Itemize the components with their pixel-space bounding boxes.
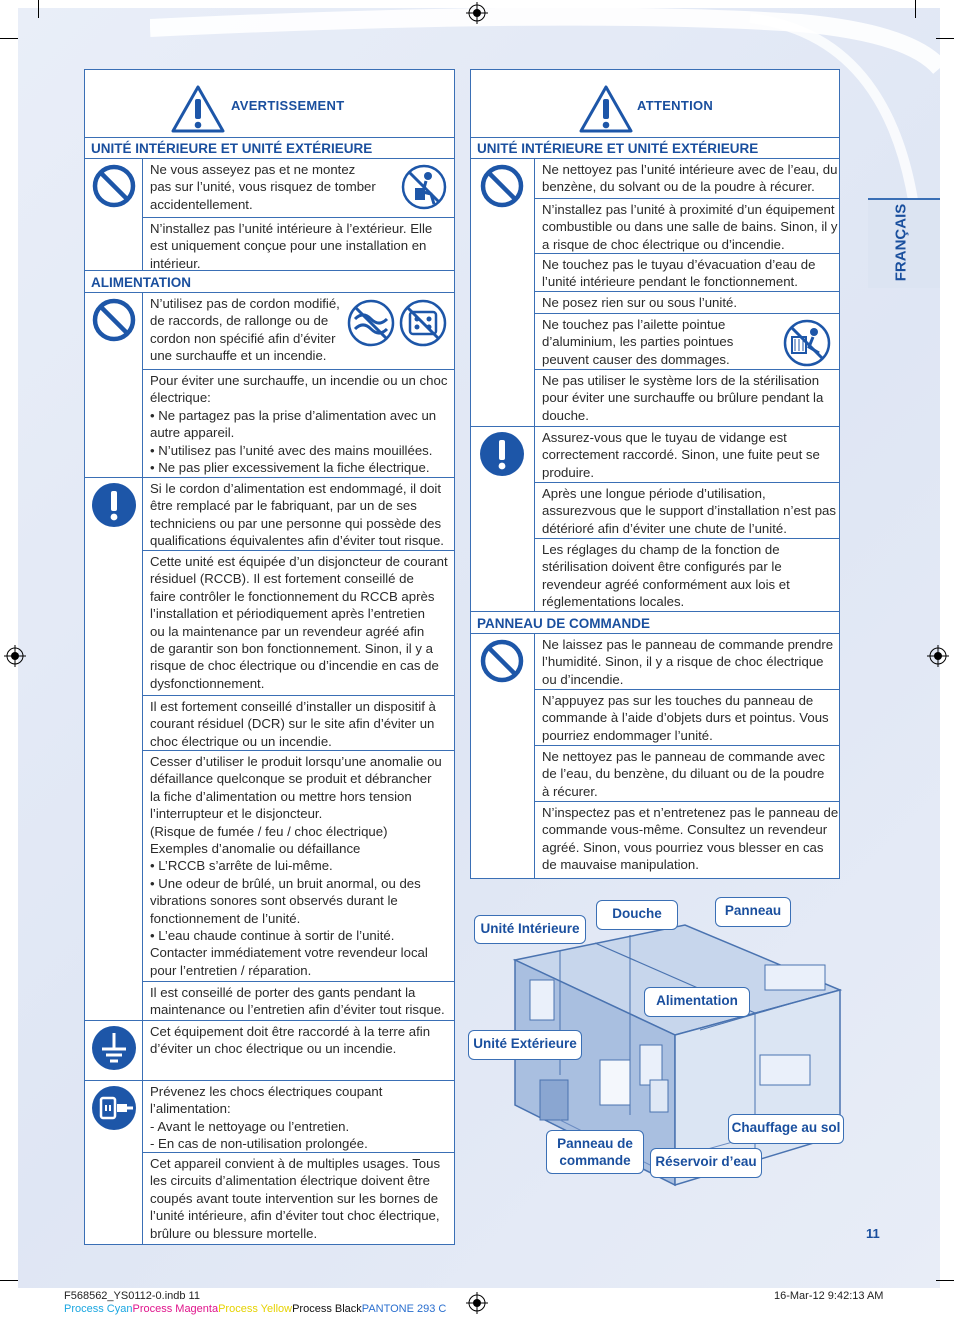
text-line: Prévenez les chocs électriques coupant: [150, 1084, 383, 1099]
diagram-label-panel: Panneau: [715, 897, 791, 927]
no-climbing-icon: [401, 164, 447, 210]
section-title: UNITÉ INTÉRIEURE ET UNITÉ EXTÉRIEURE: [471, 137, 839, 159]
caution-item: [535, 159, 839, 199]
text-line: techniciens ou par une personne qui possède des: [150, 515, 442, 531]
text-line: Ne pas utiliser le système lors de la stérilisation: [542, 373, 820, 388]
diagram-label-floor-heating: Chauffage au sol: [728, 1114, 844, 1144]
mandatory-icon: [91, 482, 137, 528]
warning-item: [143, 1021, 454, 1081]
diagram-label-indoor-unit: Unité Intérieure: [474, 915, 586, 944]
caution-item: [535, 746, 839, 802]
page-number: 11: [866, 1226, 880, 1241]
warning-item: [143, 1081, 454, 1153]
caution-item: [535, 292, 839, 314]
text-line: accidentellement.: [150, 196, 253, 212]
text-line: correctement raccordé. Sinon, une fuite peut se: [542, 447, 820, 463]
footer-filename: F568562_YS0112-0.indb 11: [64, 1290, 200, 1302]
text-line: stérilisation doivent être configurés par le: [542, 559, 782, 575]
prohibition-symbol: [85, 293, 143, 478]
text-line: Cet équipement doit être raccordé à la terre afin: [150, 1024, 431, 1039]
text-line: l’interrupteur et le disjoncteur.: [150, 806, 323, 822]
diagram-label-outdoor-unit: Unité Extérieure: [468, 1030, 582, 1060]
unplug-icon: [91, 1085, 137, 1131]
caution-column: [470, 69, 840, 879]
text-line: • L’RCCB s’arrête de lui-même.: [150, 858, 333, 874]
pantone-label: PANTONE 293 C: [361, 1303, 447, 1315]
prohibition-icon: [479, 638, 525, 684]
text-line: la fiche d’alimentation ou mettre hors tension: [150, 788, 412, 804]
text-line: Après une longue période d’utilisation,: [542, 486, 766, 501]
warning-item: [143, 1153, 454, 1244]
text-line: • Ne pas plier excessivement la fiche électrique.: [150, 460, 430, 476]
crop-mark: [0, 1280, 18, 1281]
text-line: produire.: [542, 464, 595, 480]
process-magenta-label: Process Magenta: [132, 1303, 219, 1315]
text-line: l’humidité. Sinon, il y a risque de choc électrique: [542, 654, 824, 670]
text-line: Il est fortement conseillé d’installer un dispositif à: [150, 699, 436, 714]
text-line: commande vous-même. Consultez un revendeur: [542, 822, 828, 838]
text-line: réglementations locales.: [542, 594, 685, 610]
text-line: électrique:: [150, 390, 211, 406]
crop-mark: [915, 0, 916, 18]
text-line: (Risque de fumée / feu / choc électrique): [150, 823, 388, 839]
text-line: Ne posez rien sur ou sous l’unité.: [542, 295, 737, 310]
text-line: - Avant le nettoyage ou l’entretien.: [150, 1118, 350, 1134]
text-line: Assurez-vous que le tuyau de vidange est: [542, 430, 787, 445]
text-line: revendeur agréé conformément aux lois et: [542, 576, 790, 592]
text-line: assurezvous que le support d’installation n’est pas: [542, 503, 836, 519]
text-line: être remplacé par le fabriquant, par un de ses: [150, 498, 417, 514]
text-line: Ne touchez pas le tuyau d’évacuation d’eau de: [542, 257, 816, 272]
text-line: coupés avant toute intervention sur les bornes de: [150, 1190, 439, 1206]
text-line: choc électrique ou un incendie.: [150, 733, 332, 749]
warning-triangle-icon: [171, 85, 225, 133]
text-line: résiduel (RCCB). Il est fortement conseillé de: [150, 571, 414, 587]
caution-title: ATTENTION: [637, 98, 714, 113]
caution-item: [535, 427, 839, 483]
registration-mark-icon: [466, 2, 488, 24]
text-line: de l’eau, du benzène, du diluant ou de la poudre: [542, 766, 825, 782]
earth-symbol: [85, 1021, 143, 1081]
text-line: Ne touchez pas l’ailette pointue: [542, 317, 726, 332]
prohibition-symbol: [85, 159, 143, 271]
text-line: de garantir son bon fonctionnement. Sinon, il y a: [150, 641, 433, 657]
text-line: Ne laissez pas le panneau de commande prendre: [542, 637, 834, 652]
text-line: a risque de choc électrique ou d’incendie.: [542, 236, 785, 252]
text-line: • Une odeur de brûlé, un bruit anormal, ou des: [150, 875, 421, 891]
mandatory-symbol: [471, 427, 535, 612]
prohibition-icon: [479, 163, 525, 209]
text-line: pas sur l’unité, vous risquez de tomber: [150, 179, 376, 195]
text-line: fonctionnement de l’unité.: [150, 910, 301, 926]
caution-item: [535, 199, 839, 254]
text-line: Contacter immédiatement votre revendeur local: [150, 945, 428, 961]
no-touch-fin-icon: [783, 319, 831, 367]
warning-title: AVERTISSEMENT: [231, 98, 345, 113]
text-line: de raccords, de rallonge ou de: [150, 313, 329, 329]
mandatory-symbol: [85, 478, 143, 1021]
mandatory-icon: [479, 431, 525, 477]
section-title: UNITÉ INTÉRIEURE ET UNITÉ EXTÉRIEURE: [85, 137, 454, 159]
text-line: l’unité intérieure, afin d’éviter tout choc électrique,: [150, 1208, 440, 1224]
caution-header: [471, 70, 839, 138]
ground-icon: [91, 1025, 137, 1071]
caution-item: [535, 483, 839, 539]
text-line: les circuits d’alimentation électrique doivent être: [150, 1173, 431, 1189]
warning-item: [143, 370, 454, 478]
warning-item: [143, 696, 454, 751]
text-line: Ne nettoyez pas l’unité intérieure avec de l’eau, du: [542, 162, 838, 177]
caution-item: [535, 254, 839, 292]
text-line: • L’eau chaude continue à sortir de l’unité.: [150, 928, 395, 944]
prohibition-icon: [91, 297, 137, 343]
diagram-label-water-tank: Réservoir d’eau: [650, 1148, 762, 1178]
text-line: courant résiduel (DCR) sur le site afin d’éviter un: [150, 716, 435, 732]
warning-triangle-icon: [579, 85, 633, 133]
prohibition-symbol: [471, 634, 535, 878]
section-title: PANNEAU DE COMMANDE: [471, 612, 839, 634]
process-black-label: Process Black: [292, 1303, 362, 1315]
text-line: maintenance ou l’entretien afin d’éviter tout risque.: [150, 1002, 445, 1018]
language-tab: [868, 198, 940, 288]
text-line: détérioré afin d’éviter une chute de l’unité.: [542, 520, 787, 536]
text-line: N’inspectez pas et n’entretenez pas le panneau de: [542, 805, 839, 820]
language-label: FRANÇAIS: [892, 203, 910, 282]
text-line: Ne nettoyez pas le panneau de commande avec: [542, 749, 825, 764]
text-line: pour éviter une surchauffe ou brûlure pendant la: [542, 390, 824, 406]
prohibition-icon: [91, 163, 137, 209]
text-line: Cet appareil convient à de multiples usages. Tous: [150, 1156, 441, 1171]
text-line: l’unité intérieure pendant le fonctionnement.: [542, 274, 798, 290]
text-line: autre appareil.: [150, 425, 235, 441]
text-line: d’éviter un choc électrique ou un incendie.: [150, 1041, 397, 1057]
text-line: l’alimentation:: [150, 1101, 231, 1117]
diagram-label-shower: Douche: [596, 900, 678, 930]
text-line: • N’utilisez pas l’unité avec des mains mouillées.: [150, 442, 433, 458]
caution-item: [535, 634, 839, 690]
caution-item: [535, 690, 839, 746]
text-line: pourriez endommager l’unité.: [542, 727, 713, 743]
warning-header: [85, 70, 454, 138]
warning-item: [143, 551, 454, 696]
crop-mark: [936, 1280, 954, 1281]
text-line: Il est conseillé de porter des gants pendant la: [150, 985, 416, 1000]
text-line: intérieur.: [150, 255, 201, 271]
process-cyan-label: Process Cyan: [64, 1303, 133, 1315]
text-line: faire contrôler le fonctionnement du RCCB après: [150, 588, 435, 604]
section-title: ALIMENTATION: [85, 271, 454, 293]
warning-item: [143, 982, 454, 1021]
warning-column: [84, 69, 455, 1245]
text-line: dysfonctionnement.: [150, 675, 265, 691]
registration-mark-icon: [4, 645, 26, 667]
process-yellow-label: Process Yellow: [218, 1303, 293, 1315]
text-line: commande à l’aide d’objets durs et pointus. Vous: [542, 710, 829, 726]
text-line: • Ne partagez pas la prise d’alimentation avec un: [150, 407, 437, 423]
text-line: Cette unité est équipée d’un disjoncteur de courant: [150, 554, 448, 569]
text-line: agréé. Sinon, vous pourriez vous blesser en cas: [542, 839, 824, 855]
text-line: Pour éviter une surchauffe, un incendie ou un choc: [150, 373, 448, 388]
caution-item: [535, 802, 839, 878]
text-line: ou la maintenance par un revendeur agréé afin: [150, 623, 425, 639]
crop-mark: [936, 38, 954, 39]
crop-mark: [0, 38, 18, 39]
crop-mark: [38, 0, 39, 18]
warning-item: [143, 478, 454, 551]
registration-mark-icon: [927, 645, 949, 667]
text-line: N’installez pas l’unité à proximité d’un équipement: [542, 202, 835, 217]
text-line: vibrations sonores sont observés durant le: [150, 893, 398, 909]
text-line: d’aluminium, les parties pointues: [542, 334, 734, 350]
text-line: Si le cordon d’alimentation est endommagé, il doit: [150, 481, 442, 496]
diagram-label-control-panel: Panneau de commande: [546, 1130, 644, 1174]
warning-item: [143, 751, 454, 982]
text-line: défaillance quelconque se produit et débrancher: [150, 771, 432, 787]
unplug-symbol: [85, 1081, 143, 1244]
caution-item: [535, 539, 839, 612]
warning-item: [143, 218, 454, 271]
text-line: N’appuyez pas sur les touches du panneau de: [542, 693, 814, 708]
text-line: douche.: [542, 407, 589, 423]
footer-date: 16-Mar-12 9:42:13 AM: [774, 1290, 884, 1302]
text-line: combustible ou dans une salle de bains. Sinon, il y: [542, 219, 838, 235]
text-line: à récurer.: [542, 783, 598, 799]
footer-color-bar: [64, 1303, 446, 1315]
text-line: de mauvaise manipulation.: [542, 857, 699, 873]
text-line: risque de choc électrique ou d’incendie en cas de: [150, 658, 439, 674]
text-line: Cesser d’utiliser le produit lorsqu’une anomalie ou: [150, 754, 442, 769]
registration-mark-icon: [466, 1292, 488, 1314]
text-line: qualifications équivalentes afin d’éviter tout risque.: [150, 533, 444, 549]
no-modified-cord-icon: [347, 299, 395, 347]
text-line: est uniquement conçue pour une installation en: [150, 238, 427, 254]
text-line: N’utilisez pas de cordon modifié,: [150, 296, 340, 311]
diagram-label-power-supply: Alimentation: [644, 987, 750, 1017]
prohibition-symbol: [471, 159, 535, 427]
text-line: une surchauffe et un incendie.: [150, 348, 327, 364]
text-line: Exemples d’anomalie ou défaillance: [150, 841, 361, 857]
no-extension-cord-icon: [399, 299, 447, 347]
text-line: - En cas de non-utilisation prolongée.: [150, 1136, 368, 1152]
text-line: cordon non spécifié afin d’éviter: [150, 330, 336, 346]
text-line: l’installation et périodiquement après l’entretien: [150, 606, 425, 622]
text-line: pour l’entretien / réparation.: [150, 962, 312, 978]
text-line: peuvent causer des dommages.: [542, 351, 730, 367]
text-line: ou d’incendie.: [542, 671, 624, 687]
text-line: brûlure ou blessure mortelle.: [150, 1225, 318, 1241]
text-line: benzène, du solvant ou de la poudre à récurer.: [542, 179, 815, 195]
caution-item: [535, 370, 839, 427]
text-line: Les réglages du champ de la fonction de: [542, 542, 780, 557]
text-line: N’installez pas l’unité intérieure à l’extérieur. Elle: [150, 221, 433, 236]
text-line: Ne vous asseyez pas et ne montez: [150, 162, 356, 177]
